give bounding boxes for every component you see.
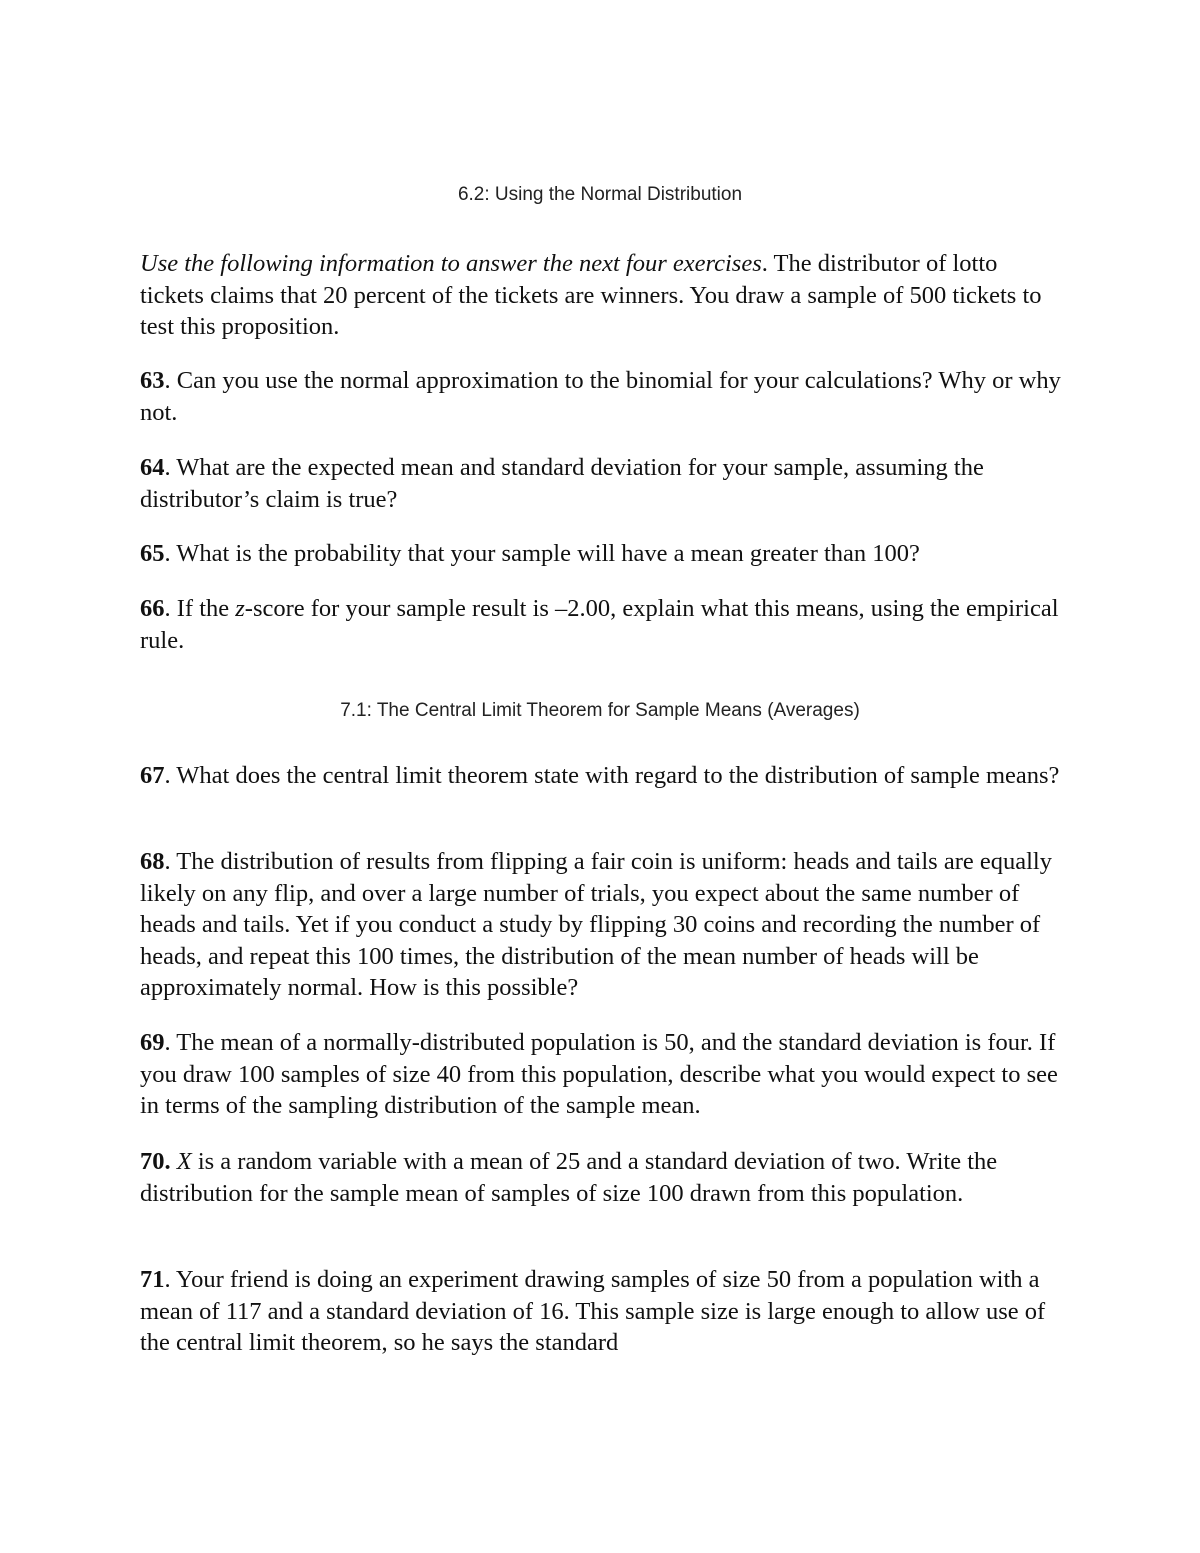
exercise-number: 71 <box>140 1266 165 1293</box>
section-heading-6-2: 6.2: Using the Normal Distribution <box>457 184 743 205</box>
exercise-69 <box>140 1027 1065 1122</box>
exercise-65 <box>140 538 1065 570</box>
exercise-number: 63 <box>140 367 165 394</box>
exercise-text-pre: . If the <box>164 595 236 622</box>
exercise-text: . What are the expected mean and standard deviation for your sample, assuming the distributor’s claim is true? <box>140 454 984 513</box>
exercise-70 <box>140 1146 1065 1209</box>
exercise-number: 68 <box>140 848 165 875</box>
exercise-text-post: -score for your sample result is –2.00, explain what this means, using the empirical rule. <box>140 595 1059 654</box>
exercise-text: . What does the central limit theorem state with regard to the distribution of sample means? <box>164 762 1060 789</box>
intro-paragraph <box>140 248 1065 343</box>
exercise-number: 69 <box>140 1029 165 1056</box>
exercise-text: is a random variable with a mean of 25 and a standard deviation of two. Write the distribution for the sample mean of samples of size 100 drawn from this population. <box>140 1148 998 1207</box>
exercise-number: 70 <box>140 1148 165 1175</box>
z-variable: z <box>235 595 245 622</box>
exercise-number: 67 <box>140 762 165 789</box>
exercise-63 <box>140 365 1065 428</box>
exercise-text: . Can you use the normal approximation to the binomial for your calculations? Why or why not. <box>140 367 1061 426</box>
exercise-number: 65 <box>140 540 165 567</box>
exercise-number: 66 <box>140 595 165 622</box>
exercise-68 <box>140 846 1065 1004</box>
exercise-64 <box>140 452 1065 515</box>
exercise-text: . The distribution of results from flipping a fair coin is uniform: heads and tails are equally likely on any flip, and over a large number of trials, you expect about the same number of heads and tails. Yet if you conduct a study by flipping 30 coins and recording the number of heads, and repeat this 100 times, the distribution of the mean number of heads will be approximately normal. How is this possible? <box>140 848 1052 1001</box>
section-heading-7-1: 7.1: The Central Limit Theorem for Sample Means (Averages) <box>340 700 860 721</box>
intro-italic-text: Use the following information to answer the next four exercises <box>140 250 762 277</box>
exercise-number: 64 <box>140 454 165 481</box>
intro-text: . The distributor of lotto tickets claims that 20 percent of the tickets are winners. You draw a sample of 500 tickets to test this proposition. <box>140 250 1042 340</box>
exercise-66 <box>140 593 1065 656</box>
exercise-text: . What is the probability that your sample will have a mean greater than 100? <box>164 540 920 567</box>
x-variable: X <box>176 1148 192 1175</box>
exercise-67 <box>140 760 1065 792</box>
exercise-separator: . <box>164 1148 177 1175</box>
exercise-71 <box>140 1264 1065 1359</box>
exercise-text: . Your friend is doing an experiment drawing samples of size 50 from a population with a mean of 117 and a standard deviation of 16. This sample size is large enough to allow use of the central limit theorem, so he says the standard <box>140 1266 1046 1356</box>
exercise-text: . The mean of a normally-distributed population is 50, and the standard deviation is four. If you draw 100 samples of size 40 from this population, describe what you would expect to see in terms of the sampling distribution of the sample mean. <box>140 1029 1058 1119</box>
